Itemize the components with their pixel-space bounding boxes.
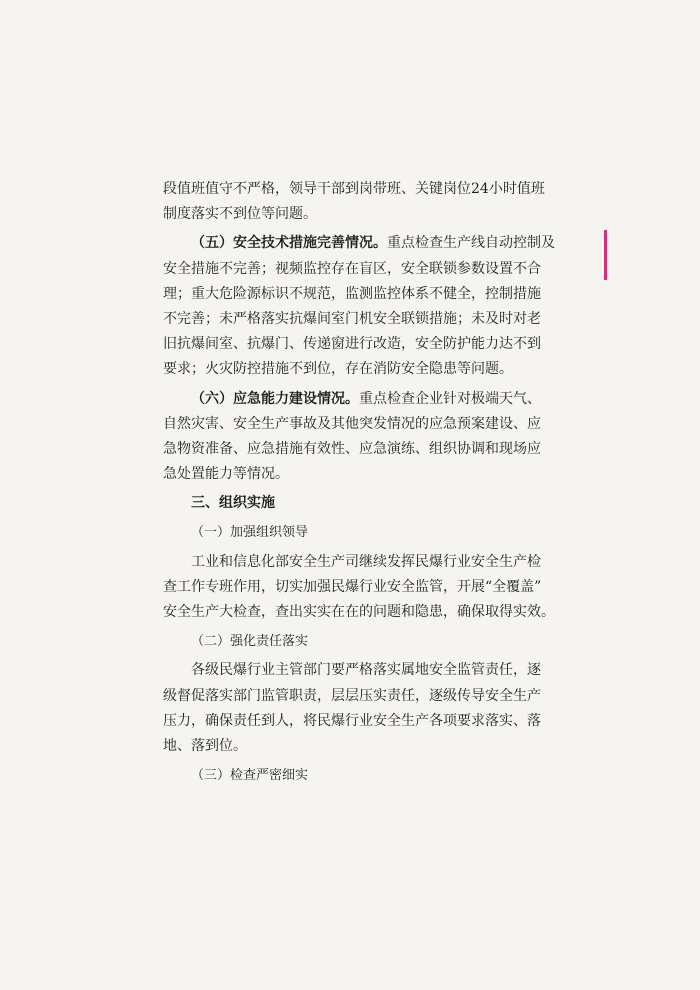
- paragraph-line: 制度落实不到位等问题。: [163, 206, 317, 223]
- section-heading: 三、组织实施: [191, 495, 275, 512]
- paragraph-text: 重点检查生产线自动控制及: [387, 235, 555, 252]
- paragraph-first-line: [163, 231, 558, 256]
- page-edge-mark: [604, 230, 607, 280]
- paragraph-line: 急处置能力等情况。: [163, 466, 289, 483]
- run-in-heading: （五）安全技术措施完善情况。: [191, 235, 387, 252]
- paragraph-first-line: 各级民爆行业主管部门要严格落实属地安全监管责任，逐: [191, 662, 541, 679]
- subsection-heading: （一）加强组织领导: [191, 525, 309, 541]
- paragraph-line: 旧抗爆间室、抗爆门、传递窗进行改造，安全防护能力达不到: [163, 336, 541, 353]
- paragraph-line: 自然灾害、安全生产事故及其他突发情况的应急预案建设、应: [163, 415, 541, 432]
- paragraph-line: 安全生产大检查，查出实实在在的问题和隐患，确保取得实效。: [163, 604, 555, 620]
- paragraph-line: 安全措施不完善；视频监控存在盲区，安全联锁参数设置不合: [163, 260, 541, 277]
- paragraph-line: 查工作专班作用，切实加强民爆行业安全监管，开展“全覆盖”: [163, 578, 542, 595]
- paragraph-text: 重点检查企业针对极端天气、: [359, 390, 541, 407]
- paragraph-line: 级督促落实部门监管职责，层层压实责任，逐级传导安全生产: [163, 687, 541, 704]
- run-in-heading: （六）应急能力建设情况。: [191, 390, 359, 407]
- paragraph-first-line: [163, 387, 558, 412]
- paragraph-line: 要求；火灾防控措施不到位，存在消防安全隐患等问题。: [163, 361, 513, 378]
- paragraph-line: 段值班值守不严格，领导干部到岗带班、关键岗位24小时值班: [163, 181, 545, 197]
- subsection-heading: （三）检查严密细实: [191, 768, 309, 784]
- paragraph-line: 地、落到位。: [163, 737, 247, 754]
- paragraph-line: 理；重大危险源标识不规范，监测监控体系不健全，控制措施: [163, 285, 541, 302]
- subsection-heading: （二）强化责任落实: [191, 634, 309, 650]
- paragraph-first-line: 工业和信息化部安全生产司继续发挥民爆行业安全生产检: [191, 553, 541, 570]
- paragraph-line: 急物资准备、应急措施有效性、应急演练、组织协调和现场应: [163, 440, 541, 457]
- paragraph-line: 不完善；未严格落实抗爆间室门机安全联锁措施；未及时对老: [163, 310, 541, 327]
- document-body: [163, 177, 558, 788]
- paragraph-line: 压力，确保责任到人，将民爆行业安全生产各项要求落实、落: [163, 712, 541, 729]
